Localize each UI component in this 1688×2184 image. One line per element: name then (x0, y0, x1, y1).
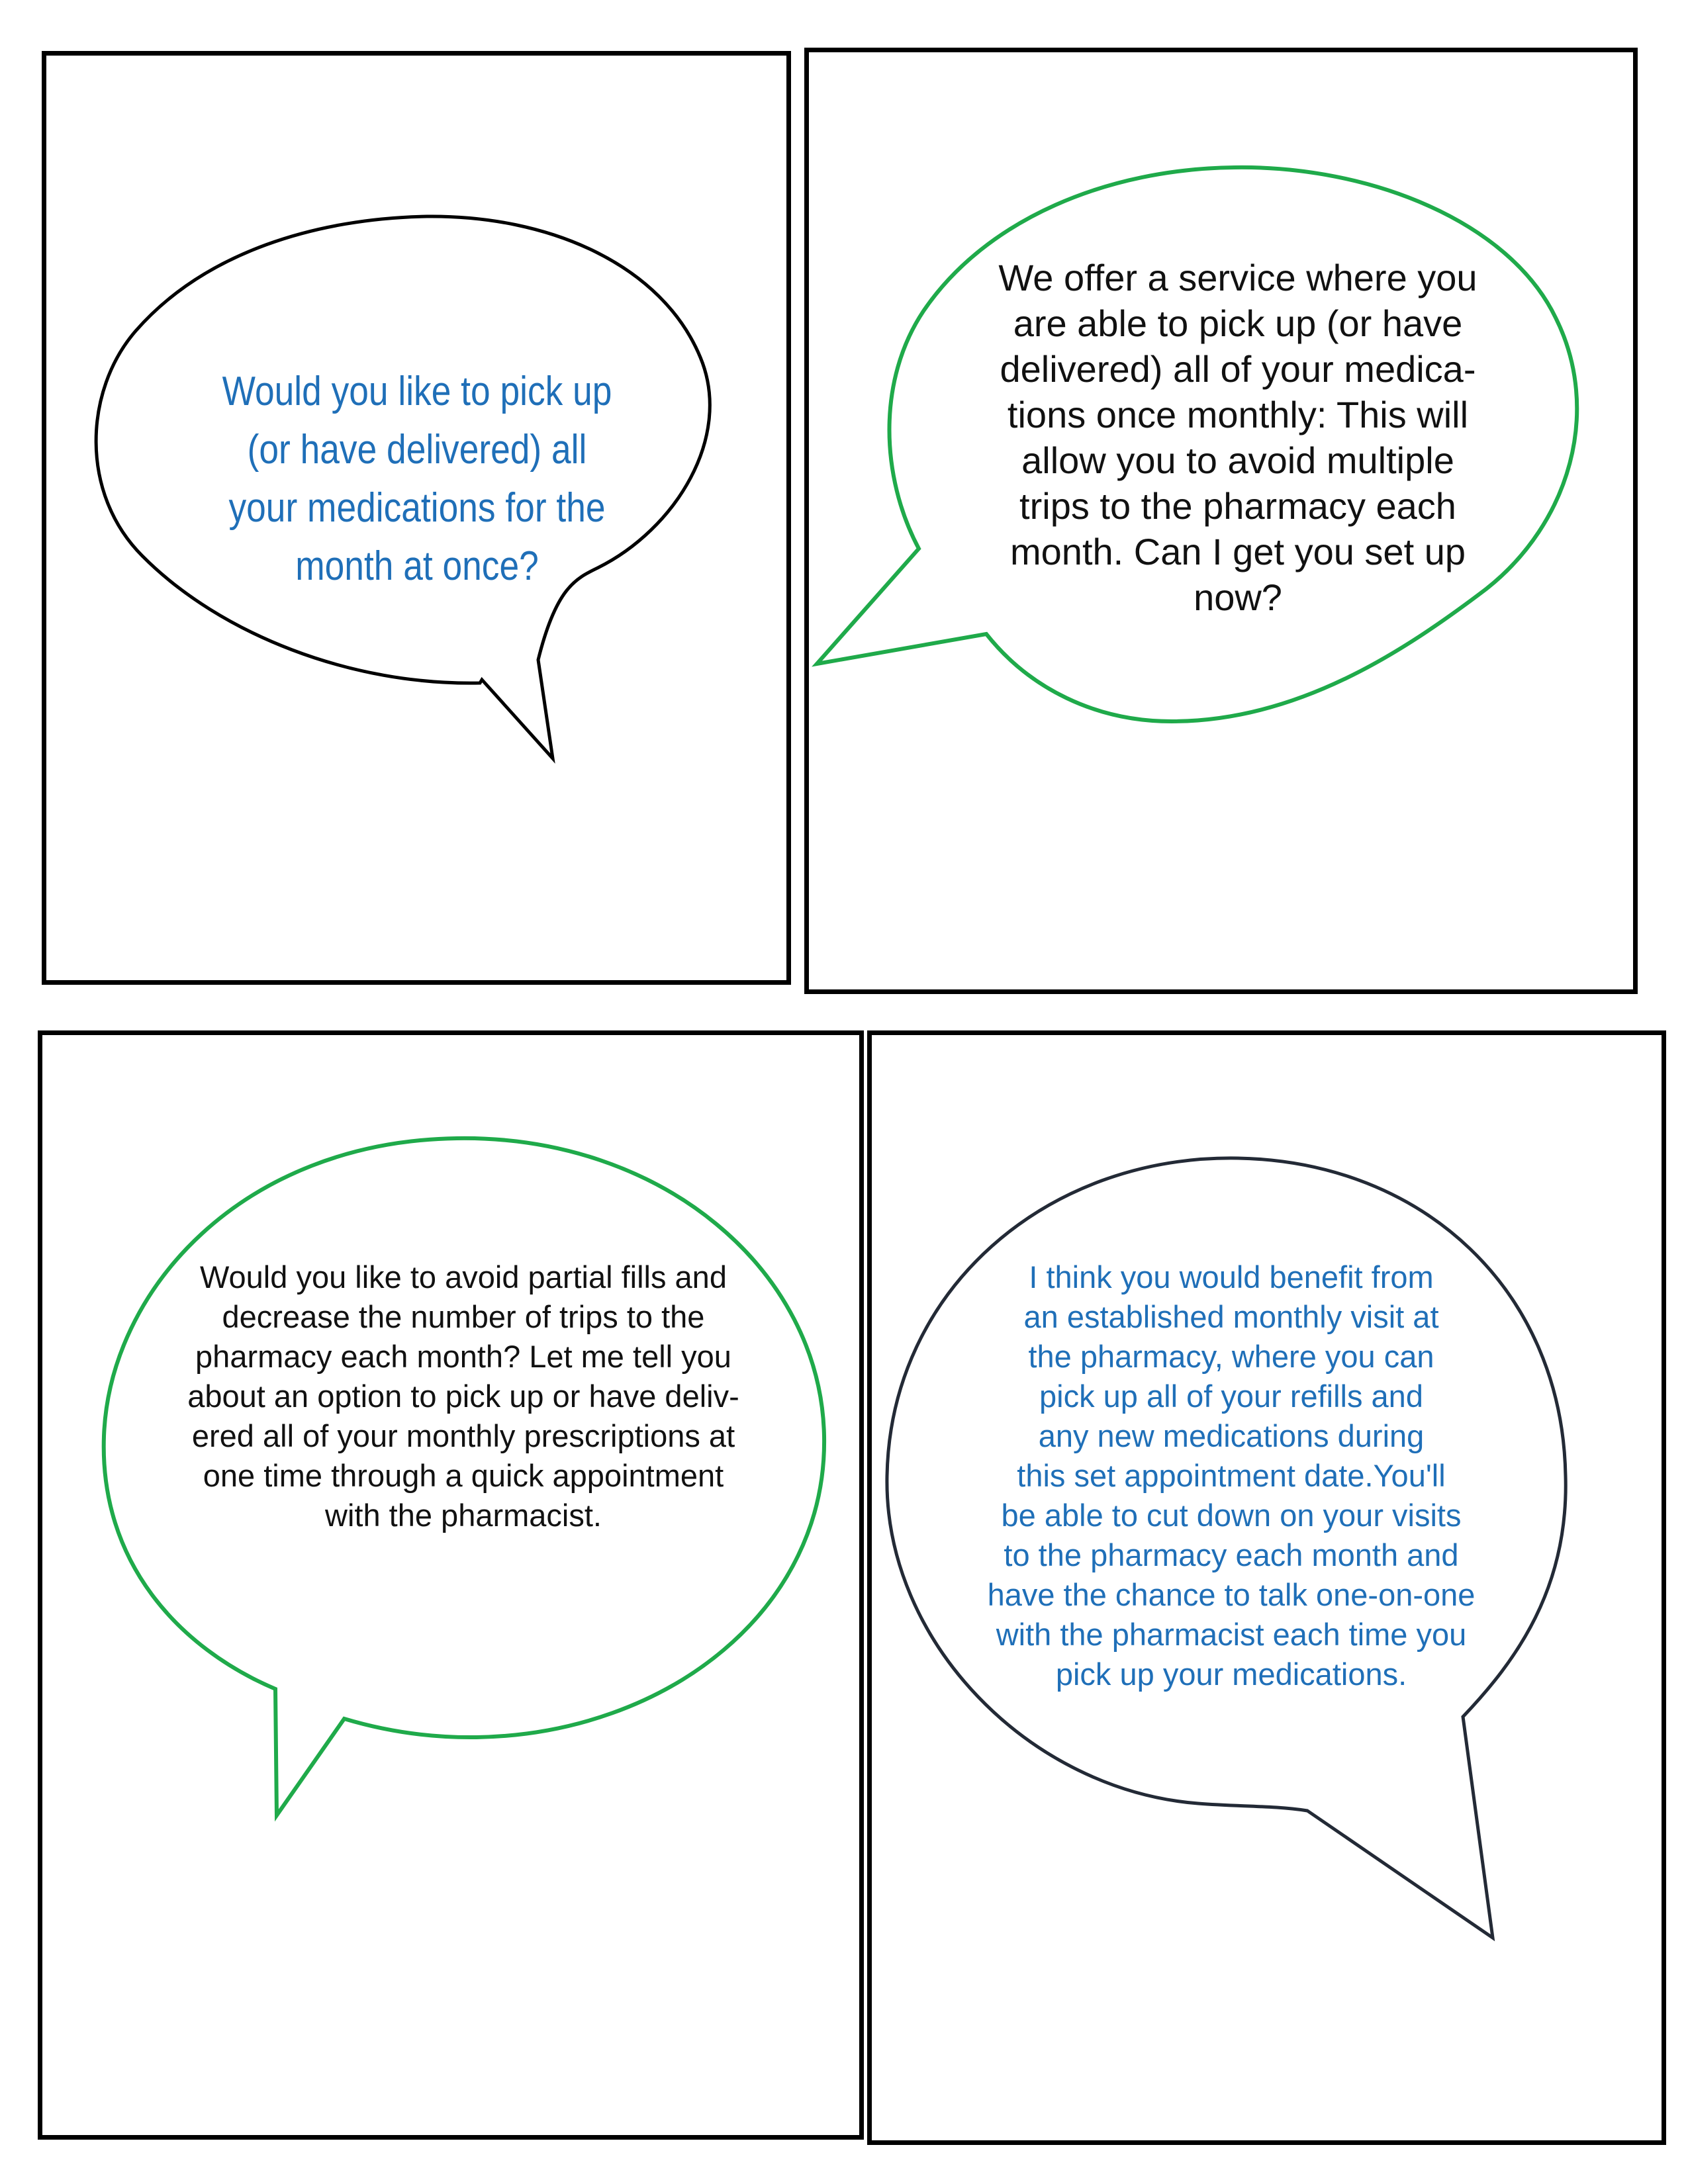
speech-bubble-2-text: We offer a service where you are able to pick up (or have delivered) all of your medica- tions once monthly: This will allow you to avoid multiple trips to the pharmacy each month. Can I get you set up now? (998, 257, 1477, 618)
speech-bubble-4-text: I think you would benefit from an established monthly visit at the pharmacy, where you can pick up all of your refills and any new medications during this set appointment date.You'll be able to cut down on your visits to the pharmacy each month and have the chance to talk one-on-one with the pharmacist each time you pick up your medications. (987, 1259, 1476, 1692)
speech-bubble-3-text: Would you like to avoid partial fills and decrease the number of trips to the pharmacy each month? Let me tell you about an option to pick up or have deliv- ered all of your monthly prescriptions at one time through a quick appointment with the pharmacist. (187, 1259, 739, 1533)
speech-bubble-1-text: Would you like to pick up (or have delivered) all your medications for the month at once? (222, 369, 612, 589)
